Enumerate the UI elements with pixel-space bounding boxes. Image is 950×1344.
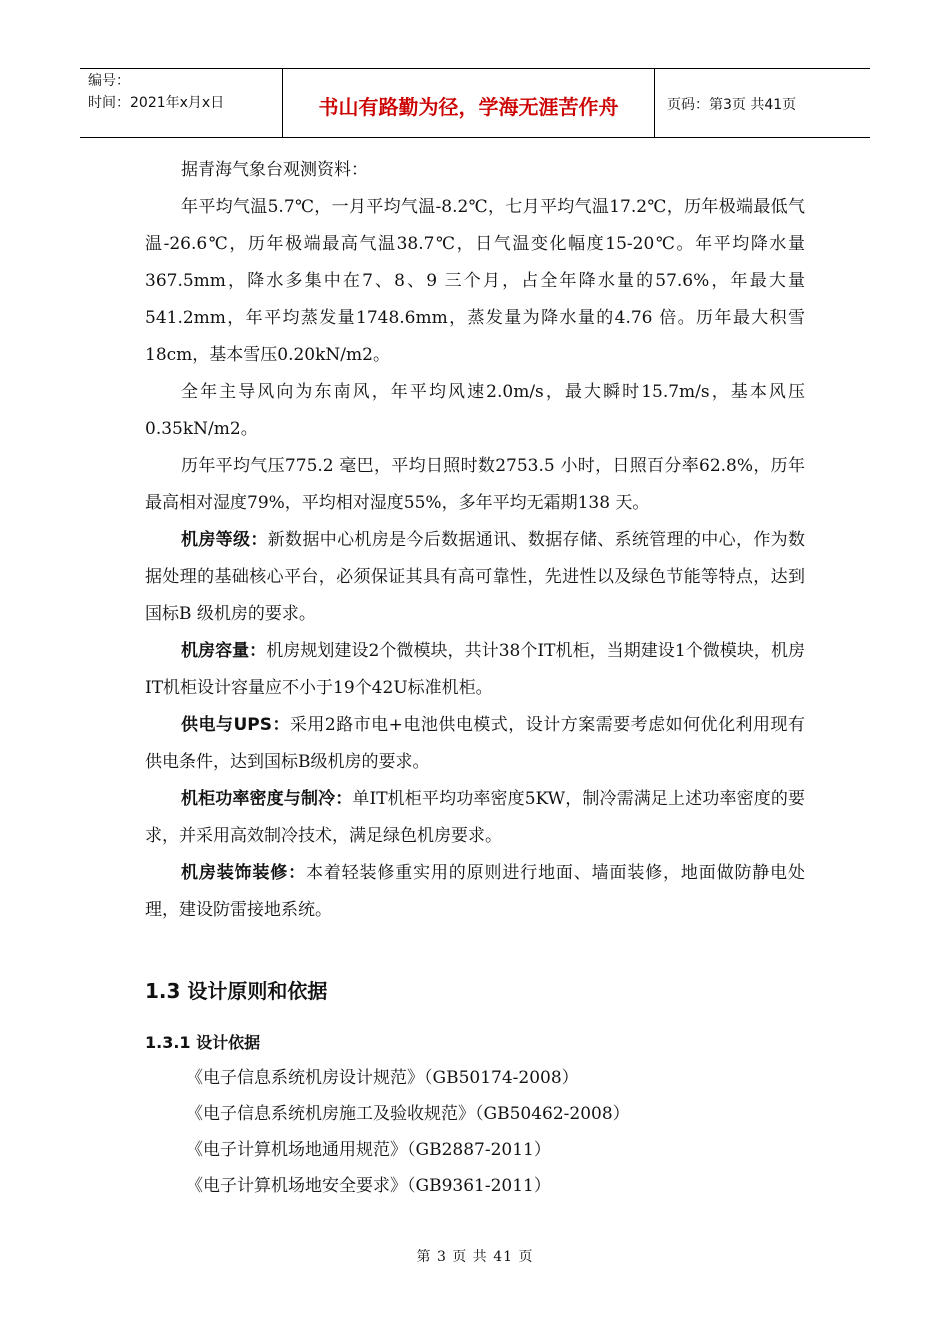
header-page-info: 页码：第3页 共41页 [667, 97, 797, 113]
paragraph-label: 供电与UPS： [181, 715, 290, 735]
paragraph [145, 633, 805, 707]
paragraph [145, 189, 805, 374]
paragraph-text: 单IT机柜平均功率密度5KW，制冷需满足上述功率密度的要求，并采用高效制冷技术，满足绿色机房要求。 [145, 789, 806, 846]
paragraph [145, 522, 805, 633]
subsection-heading: 1.3.1 设计依据 [145, 1033, 261, 1052]
paragraph-text: 全年主导风向为东南风，年平均风速2.0m/s，最大瞬时15.7m/s，基本风压0.35kN/m2。 [145, 382, 805, 439]
reference-item: 《电子计算机场地通用规范》（GB2887-2011） [186, 1140, 551, 1160]
paragraph [145, 707, 805, 781]
reference-item: 《电子信息系统机房施工及验收规范》（GB50462-2008） [186, 1104, 630, 1124]
paragraph-label: 机房等级： [181, 530, 268, 550]
section-heading: 1.3 设计原则和依据 [145, 979, 328, 1003]
document-time-label: 时间：2021年x月x日 [88, 95, 225, 111]
paragraph-text: 采用2路市电+电池供电模式，设计方案需要考虑如何优化利用现有供电条件，达到国标B级机房的要求。 [145, 715, 806, 772]
paragraph-text: 历年平均气压775.2 毫巴，平均日照时数2753.5 小时，日照百分率62.8%，历年最高相对湿度79%，平均相对湿度55%，多年平均无霜期138 天。 [145, 456, 805, 513]
paragraph-text: 年平均气温5.7℃，一月平均气温-8.2℃，七月平均气温17.2℃，历年极端最低气温-26.6℃，历年极端最高气温38.7℃，日气温变化幅度15-20℃。年平均降水量367.5mm，降水多集中在7、8、9 三个月，占全年降水量的57.6%，年最大量541.2mm，年平均蒸发量1748.6mm，蒸发量为降水量的4.76 倍。历年最大积雪18cm，基本雪压0.20kN/m2。 [145, 197, 805, 365]
paragraph [145, 152, 805, 189]
paragraph-text: 机房规划建设2个微模块，共计38个IT机柜，当期建设1个微模块，机房IT机柜设计容量应不小于19个42U标准机柜。 [145, 641, 805, 698]
paragraph-label: 机房装饰装修： [181, 863, 306, 883]
paragraph-text: 新数据中心机房是今后数据通讯、数据存储、系统管理的中心，作为数据处理的基础核心平台，必须保证其具有高可靠性，先进性以及绿色节能等特点，达到国标B 级机房的要求。 [145, 530, 806, 624]
reference-item: 《电子信息系统机房设计规范》（GB50174-2008） [186, 1068, 579, 1088]
document-code-label: 编号： [88, 73, 130, 89]
page-header [80, 68, 870, 138]
paragraph-text: 据青海气象台观测资料： [181, 160, 368, 180]
page-footer: 第 3 页 共 41 页 [416, 1249, 534, 1265]
header-motto: 书山有路勤为径，学海无涯苦作舟 [282, 69, 655, 137]
header-meta [80, 69, 282, 137]
reference-list [186, 1060, 806, 1204]
paragraph-label: 机房容量： [181, 641, 267, 661]
paragraph-text: 本着轻装修重实用的原则进行地面、墙面装修，地面做防静电处理，建设防雷接地系统。 [145, 863, 806, 920]
reference-item: 《电子计算机场地安全要求》（GB9361-2011） [186, 1176, 551, 1196]
paragraph [145, 448, 805, 522]
paragraph [145, 781, 805, 855]
paragraph-label: 机柜功率密度与制冷： [181, 789, 353, 809]
body-text [145, 152, 805, 929]
paragraph [145, 855, 805, 929]
paragraph [145, 374, 805, 448]
